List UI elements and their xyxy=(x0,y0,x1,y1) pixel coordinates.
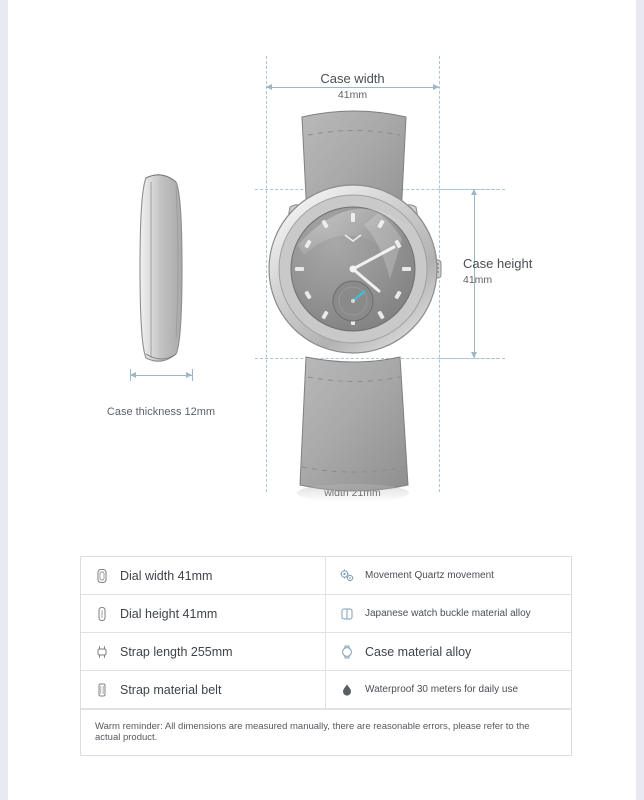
spec-label: Movement Quartz movement xyxy=(365,570,494,581)
watch-side-view-illustration xyxy=(116,160,216,380)
strap-material-icon xyxy=(93,681,111,699)
watch-dimension-diagram xyxy=(8,0,636,540)
warm-reminder-note: Warm reminder: All dimensions are measured manually, there are reasonable errors, please refer to the actual product. xyxy=(81,709,571,755)
spec-cell-movement xyxy=(326,557,571,594)
case-height-value: 41mm xyxy=(463,273,493,286)
case-material-icon xyxy=(338,643,356,661)
case-width-title: Case width xyxy=(320,71,385,86)
case-width-value: 41mm xyxy=(337,88,368,101)
table-row xyxy=(81,595,571,633)
case-thickness-text: Case thickness 12mm xyxy=(106,406,216,418)
spec-cell-case-material xyxy=(326,633,571,670)
spec-cell-strap-material xyxy=(81,671,326,708)
spec-cell-strap-length xyxy=(81,633,326,670)
spec-label: Strap length 255mm xyxy=(120,644,233,659)
table-row xyxy=(81,633,571,671)
specifications-table xyxy=(80,556,572,756)
case-thickness-label xyxy=(86,405,236,420)
case-width-arrow xyxy=(266,87,439,88)
spec-label: Dial width 41mm xyxy=(120,568,213,583)
gears-icon xyxy=(338,567,356,585)
table-row xyxy=(81,671,571,709)
buckle-icon xyxy=(338,605,356,623)
spec-cell-waterproof xyxy=(326,671,571,708)
spec-label: Japanese watch buckle material alloy xyxy=(365,608,531,619)
spec-label: Strap material belt xyxy=(120,682,222,697)
strap-length-icon xyxy=(93,643,111,661)
watch-front-illustration xyxy=(228,95,478,515)
spec-cell-dial-width xyxy=(81,557,326,594)
spec-label: Waterproof 30 meters for daily use xyxy=(365,684,519,695)
dial-height-icon xyxy=(93,605,111,623)
case-height-title: Case height xyxy=(463,256,533,271)
case-height-label xyxy=(463,255,563,287)
spec-label: Case material alloy xyxy=(365,644,472,659)
waterproof-icon xyxy=(338,681,356,699)
spec-label: Dial height 41mm xyxy=(120,606,218,621)
table-row xyxy=(81,557,571,595)
dial-width-icon xyxy=(93,567,111,585)
spec-cell-dial-height xyxy=(81,595,326,632)
spec-cell-buckle xyxy=(326,595,571,632)
